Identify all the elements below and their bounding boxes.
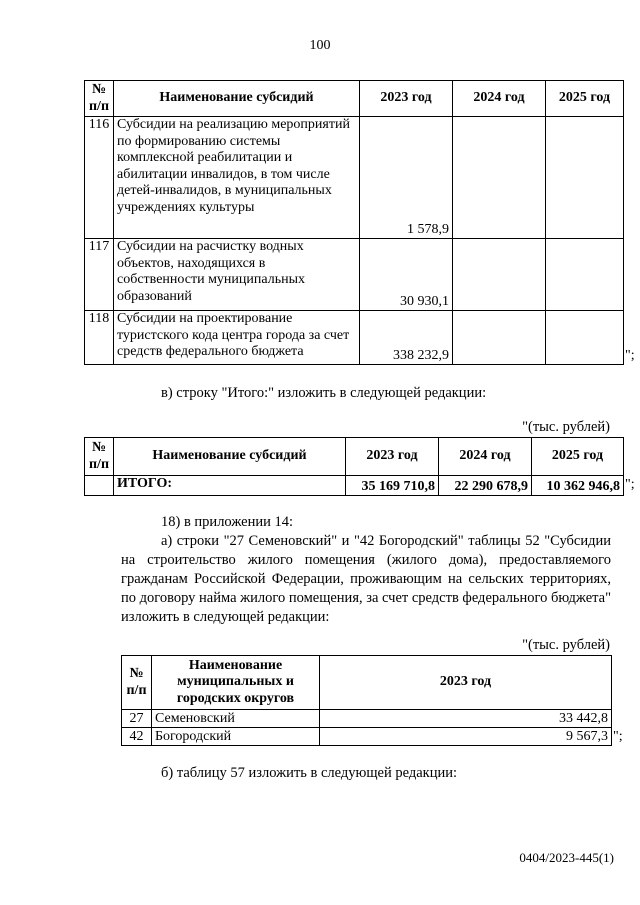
col-2023-header: 2023 год: [320, 656, 612, 710]
table-header-row: [85, 81, 624, 117]
col-num-header: № п/п: [122, 656, 152, 710]
col-2025-header: 2025 год: [546, 81, 624, 117]
col-2024-header: 2024 год: [439, 438, 532, 476]
row-2023: 33 442,8: [320, 710, 612, 728]
row-name: Субсидии на реализацию мероприятий по формированию системы комплексной реабилитации и абилитации инвалидов, в том числе детей-инвалидов, в муниципальных учреждениях культуры: [114, 117, 360, 239]
settlements-table: [121, 655, 612, 746]
subsidies-table: [84, 80, 624, 365]
document-code: 0404/2023-445(1): [519, 850, 614, 865]
page-number: 100: [309, 38, 331, 53]
row-2024: [453, 117, 546, 239]
row-num: 27: [122, 710, 152, 728]
table-header-row: [122, 656, 612, 710]
units-label-2: "(тыс. рублей): [522, 637, 610, 653]
row-num: 116: [85, 117, 114, 239]
row-name: Семеновский: [152, 710, 320, 728]
row-2025: [546, 239, 624, 311]
row-2025: [546, 117, 624, 239]
col-2023-header: 2023 год: [346, 438, 439, 476]
table-row: [85, 117, 624, 239]
col-2023-header: 2023 год: [360, 81, 453, 117]
col-name-header: Наименование субсидий: [114, 81, 360, 117]
total-2025: 10 362 946,8: [532, 476, 624, 496]
row-num: 118: [85, 311, 114, 365]
row-2023: 9 567,3: [320, 728, 612, 746]
row-2025: [546, 311, 624, 365]
paragraph-a: а) строки "27 Семеновский" и "42 Богородский" таблицы 52 "Субсидии на строительство жилого помещения (жилого дома), предоставляемого гражданам Российской Федерации, проживающим на сельских территориях, по договору найма жилого помещения, за счет средств федерального бюджета" изложить в следующей редакции:: [121, 533, 611, 625]
paragraph-18: 18) в приложении 14:: [161, 514, 294, 530]
row-name: Субсидии на расчистку водных объектов, находящихся в собственности муниципальных образований: [114, 239, 360, 311]
col-num-header: № п/п: [85, 81, 114, 117]
total-num: [85, 476, 114, 496]
total-2023: 35 169 710,8: [346, 476, 439, 496]
row-num: 42: [122, 728, 152, 746]
table-row: [85, 311, 624, 365]
total-2024: 22 290 678,9: [439, 476, 532, 496]
paragraph-itogo: в) строку "Итого:" изложить в следующей редакции:: [161, 385, 487, 401]
row-2023: 30 930,1: [360, 239, 453, 311]
row-2024: [453, 239, 546, 311]
total-table: [84, 437, 624, 496]
paragraph-b: б) таблицу 57 изложить в следующей редакции:: [161, 765, 458, 781]
table2-closing-mark: ";: [625, 477, 635, 492]
col-2025-header: 2025 год: [532, 438, 624, 476]
total-label: ИТОГО:: [114, 476, 346, 496]
row-2023: 338 232,9: [360, 311, 453, 365]
units-label-1: "(тыс. рублей): [522, 419, 610, 435]
row-2023: 1 578,9: [360, 117, 453, 239]
col-name-header: Наименование муниципальных и городских округов: [152, 656, 320, 710]
table3-closing-mark: ";: [613, 729, 623, 744]
table-row: [85, 239, 624, 311]
col-2024-header: 2024 год: [453, 81, 546, 117]
col-num-header: № п/п: [85, 438, 114, 476]
table-header-row: [85, 438, 624, 476]
table-row: [122, 728, 612, 746]
col-name-header: Наименование субсидий: [114, 438, 346, 476]
row-name: Субсидии на проектирование туристского кода центра города за счет средств федерального бюджета: [114, 311, 360, 365]
table-row: [122, 710, 612, 728]
table1-closing-mark: ";: [625, 348, 635, 363]
row-name: Богородский: [152, 728, 320, 746]
row-2024: [453, 311, 546, 365]
table-row: [85, 476, 624, 496]
row-num: 117: [85, 239, 114, 311]
